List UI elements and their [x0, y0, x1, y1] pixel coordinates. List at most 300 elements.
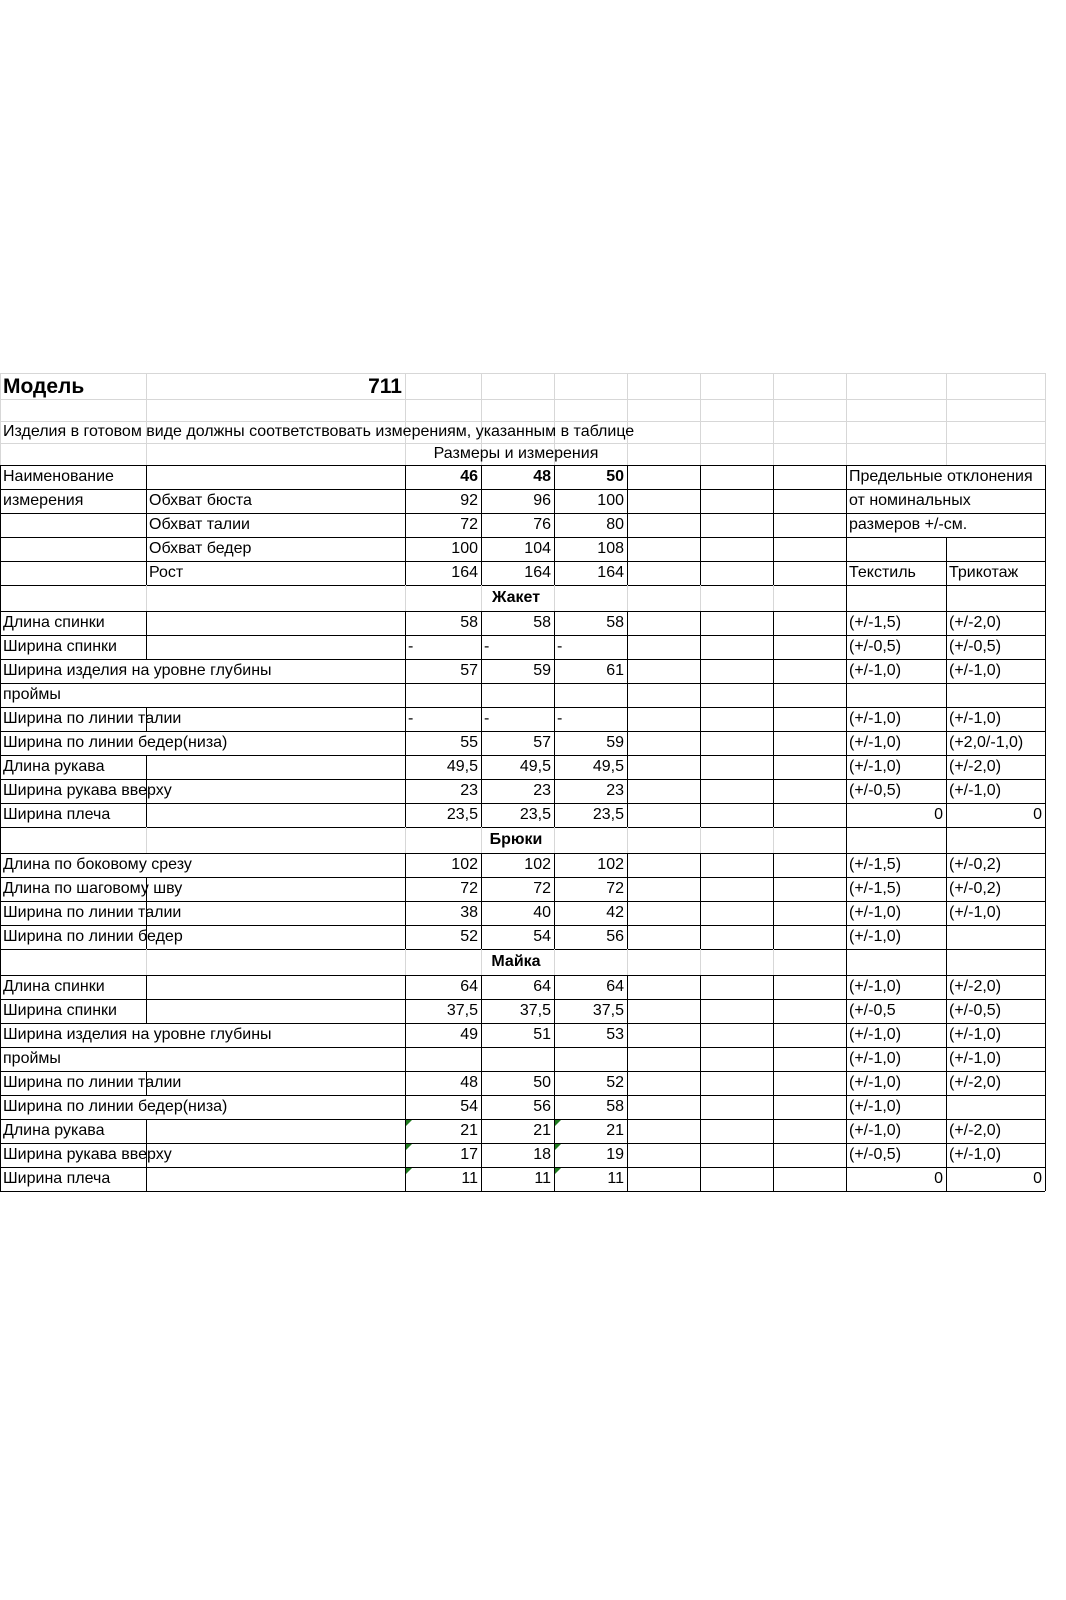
- column-border: [773, 683, 774, 707]
- column-border: [773, 465, 774, 489]
- measurement-value: 53: [606, 1026, 624, 1043]
- column-border: [627, 513, 628, 537]
- measurement-value: 21: [460, 1122, 478, 1139]
- column-border: [700, 513, 701, 537]
- column-border: [846, 537, 847, 561]
- body-measurement-value: 108: [597, 540, 624, 557]
- size-chart-sheet: [0, 373, 1066, 1225]
- gridline-vertical: [773, 949, 774, 975]
- tolerance-header: Предельные отклонения: [849, 468, 1033, 485]
- column-border: [627, 853, 628, 877]
- measurement-value: 48: [460, 1074, 478, 1091]
- column-border: [1045, 1023, 1046, 1047]
- measurement-name: Ширина рукава вверху: [3, 1146, 172, 1163]
- gridline-vertical: [846, 373, 847, 465]
- column-border: [773, 1119, 774, 1143]
- measurement-name: Ширина по линии талии: [3, 904, 182, 921]
- column-border: [627, 1143, 628, 1167]
- knit-tolerance: (+/-1,0): [949, 1146, 1002, 1163]
- column-border: [773, 1167, 774, 1191]
- gridline-vertical: [946, 373, 947, 465]
- column-border: [700, 755, 701, 779]
- measurement-value: 40: [533, 904, 551, 921]
- column-border: [773, 853, 774, 877]
- textile-tolerance: (+/-1,5): [849, 880, 902, 897]
- measurement-value: [554, 1047, 627, 1071]
- textile-tolerance: (+/-1,0): [849, 904, 902, 921]
- column-border: [1045, 827, 1046, 853]
- column-border: [1045, 1047, 1046, 1071]
- column-border: [0, 561, 1, 585]
- gridline-vertical: [1045, 373, 1046, 465]
- column-border: [773, 537, 774, 561]
- body-measurement-value: 104: [524, 540, 551, 557]
- column-border: [1045, 683, 1046, 707]
- measurement-name: Ширина изделия на уровне глубины: [3, 1026, 272, 1043]
- measurement-value: [554, 683, 627, 707]
- measurement-value: -: [408, 638, 414, 655]
- column-border: [773, 611, 774, 635]
- column-border: [773, 1143, 774, 1167]
- measurement-name: Ширина по линии талии: [3, 710, 182, 727]
- measurement-value: 18: [533, 1146, 551, 1163]
- measurement-value: [405, 683, 481, 707]
- measurement-value: 64: [533, 978, 551, 995]
- column-border: [627, 877, 628, 901]
- textile-tolerance: (+/-1,0): [849, 734, 902, 751]
- column-border: [0, 537, 1, 561]
- column-border: [700, 707, 701, 731]
- column-border: [1045, 1167, 1046, 1191]
- column-border: [1045, 659, 1046, 683]
- column-border: [846, 585, 847, 611]
- measurement-value: 58: [460, 614, 478, 631]
- column-border: [773, 755, 774, 779]
- measurement-name: Ширина рукава вверху: [3, 782, 172, 799]
- measurement-value: 37,5: [446, 1002, 478, 1019]
- measurement-value: 64: [606, 978, 624, 995]
- measurement-name: Ширина по линии бедер(низа): [3, 1098, 228, 1115]
- column-border: [773, 635, 774, 659]
- column-border: [773, 489, 774, 513]
- measurement-value: [481, 1047, 554, 1071]
- column-border: [773, 561, 774, 585]
- measurement-value: 23: [533, 782, 551, 799]
- measurement-value: -: [484, 638, 490, 655]
- column-border: [773, 803, 774, 827]
- textile-tolerance: (+/-1,0): [849, 1098, 902, 1115]
- textile-tolerance: 0: [934, 806, 943, 823]
- column-border: [627, 1119, 628, 1143]
- textile-tolerance: [846, 683, 946, 707]
- column-border: [773, 513, 774, 537]
- column-border: [627, 755, 628, 779]
- gridline-vertical: [627, 373, 628, 465]
- column-border: [1045, 975, 1046, 999]
- body-measurement-value: 164: [451, 564, 478, 581]
- column-border: [1045, 1071, 1046, 1095]
- column-border: [1045, 877, 1046, 901]
- column-border: [773, 975, 774, 999]
- column-border: [1045, 779, 1046, 803]
- measurement-value: 49,5: [592, 758, 624, 775]
- column-border: [773, 1071, 774, 1095]
- measurement-value: 17: [460, 1146, 478, 1163]
- number-as-text-marker: [555, 1168, 561, 1174]
- measurement-value: 58: [606, 1098, 624, 1115]
- column-border: [946, 949, 947, 975]
- knit-tolerance: (+2,0/-1,0): [949, 734, 1024, 751]
- number-as-text-marker: [406, 1144, 412, 1150]
- column-border: [627, 611, 628, 635]
- measurement-value: 49: [460, 1026, 478, 1043]
- gridline-vertical: [146, 827, 147, 853]
- knit-tolerance: (+/-2,0): [949, 978, 1002, 995]
- body-measurement-name: Обхват талии: [149, 516, 250, 533]
- measurement-value: [481, 683, 554, 707]
- textile-tolerance: (+/-1,0): [849, 758, 902, 775]
- column-border: [946, 585, 947, 611]
- measurement-value: -: [557, 710, 563, 727]
- knit-tolerance: (+/-1,0): [949, 662, 1002, 679]
- knit-tolerance: (+/-2,0): [949, 1122, 1002, 1139]
- model-label: Модель: [3, 374, 85, 398]
- measurement-value: 55: [460, 734, 478, 751]
- measurement-name: Длина спинки: [3, 614, 105, 631]
- textile-header: Текстиль: [849, 564, 916, 581]
- column-border: [700, 877, 701, 901]
- knit-tolerance: (+/-2,0): [949, 614, 1002, 631]
- measurement-value: 49,5: [446, 758, 478, 775]
- gridline-vertical: [700, 949, 701, 975]
- knit-tolerance: (+/-1,0): [949, 782, 1002, 799]
- measurement-value: 19: [606, 1146, 624, 1163]
- column-border: [1045, 925, 1046, 949]
- knit-tolerance: (+/-0,2): [949, 856, 1002, 873]
- knit-tolerance: (+/-0,2): [949, 880, 1002, 897]
- measurement-value: 49,5: [519, 758, 551, 775]
- column-border: [700, 1095, 701, 1119]
- body-measurement-value: 72: [460, 516, 478, 533]
- section-title: Жакет: [491, 589, 541, 606]
- column-border: [700, 1047, 701, 1071]
- gridline-vertical: [627, 949, 628, 975]
- column-border: [773, 731, 774, 755]
- measurement-value: -: [557, 638, 563, 655]
- column-border: [700, 731, 701, 755]
- column-border: [1045, 561, 1046, 585]
- column-border: [1045, 489, 1046, 513]
- column-border: [627, 1167, 628, 1191]
- textile-tolerance: (+/-1,5): [849, 614, 902, 631]
- measurement-name: Длина спинки: [3, 978, 105, 995]
- column-border: [1045, 611, 1046, 635]
- column-border: [700, 853, 701, 877]
- table-note: Изделия в готовом виде должны соответствовать измерениям, указанным в таблице: [3, 423, 635, 440]
- textile-tolerance: (+/-1,0): [849, 1050, 902, 1067]
- measurement-value: 56: [533, 1098, 551, 1115]
- column-border: [946, 537, 947, 561]
- gridline-vertical: [700, 373, 701, 465]
- column-border: [773, 925, 774, 949]
- measurement-name: Ширина спинки: [3, 1002, 117, 1019]
- body-measurement-name: Обхват бюста: [149, 492, 252, 509]
- column-border: [1045, 635, 1046, 659]
- column-border: [700, 1023, 701, 1047]
- gridline-vertical: [700, 827, 701, 853]
- size-header-46: 46: [460, 468, 478, 485]
- column-border: [1045, 755, 1046, 779]
- measurement-name: проймы: [3, 686, 61, 703]
- column-border: [627, 659, 628, 683]
- textile-tolerance: (+/-0,5: [849, 1002, 896, 1019]
- textile-tolerance: (+/-1,0): [849, 1122, 902, 1139]
- number-as-text-marker: [406, 1168, 412, 1174]
- knit-tolerance: 0: [1033, 1170, 1042, 1187]
- column-border: [700, 999, 701, 1023]
- measurement-value: 57: [533, 734, 551, 751]
- column-border: [846, 827, 847, 853]
- column-border: [627, 1023, 628, 1047]
- column-border: [700, 683, 701, 707]
- column-border: [1045, 803, 1046, 827]
- measurement-value: 54: [533, 928, 551, 945]
- column-border: [627, 1095, 628, 1119]
- textile-tolerance: (+/-1,0): [849, 710, 902, 727]
- knit-tolerance: (+/-1,0): [949, 904, 1002, 921]
- column-border: [700, 975, 701, 999]
- column-border: [1045, 537, 1046, 561]
- measurement-value: 64: [460, 978, 478, 995]
- column-border: [627, 465, 628, 489]
- measurement-value: 23,5: [446, 806, 478, 823]
- measurement-value: 11: [461, 1170, 478, 1187]
- gridline-vertical: [773, 585, 774, 611]
- sizes-header: Размеры и измерения: [433, 445, 599, 462]
- column-border: [700, 465, 701, 489]
- knit-header: Трикотаж: [949, 564, 1019, 581]
- column-border: [627, 489, 628, 513]
- measurement-value: 51: [533, 1026, 551, 1043]
- measurement-value: 72: [606, 880, 624, 897]
- measurement-value: [405, 1047, 481, 1071]
- column-border: [1045, 1143, 1046, 1167]
- column-border: [627, 999, 628, 1023]
- measurement-value: 102: [451, 856, 478, 873]
- measurement-value: 59: [606, 734, 624, 751]
- column-border: [773, 659, 774, 683]
- measurement-value: 42: [606, 904, 624, 921]
- model-number: 711: [368, 374, 402, 398]
- textile-tolerance: (+/-1,0): [849, 978, 902, 995]
- column-border: [627, 537, 628, 561]
- measurement-value: 102: [597, 856, 624, 873]
- measurement-value: 72: [533, 880, 551, 897]
- knit-tolerance: 0: [1033, 806, 1042, 823]
- gridline-vertical: [146, 585, 147, 611]
- body-measurement-value: 164: [524, 564, 551, 581]
- column-border: [627, 683, 628, 707]
- textile-tolerance: (+/-1,0): [849, 1074, 902, 1091]
- column-border: [627, 925, 628, 949]
- measurement-value: 50: [533, 1074, 551, 1091]
- textile-tolerance: (+/-0,5): [849, 782, 902, 799]
- body-measurement-value: 92: [460, 492, 478, 509]
- column-border: [627, 707, 628, 731]
- knit-tolerance: (+/-0,5): [949, 638, 1002, 655]
- size-header-50: 50: [606, 468, 624, 485]
- column-border: [773, 901, 774, 925]
- column-border: [627, 901, 628, 925]
- column-border: [627, 1071, 628, 1095]
- measurement-value: 37,5: [519, 1002, 551, 1019]
- measurement-value: 11: [534, 1170, 551, 1187]
- section-title: Майка: [491, 953, 541, 970]
- knit-tolerance: (+/-2,0): [949, 1074, 1002, 1091]
- gridline-vertical: [773, 827, 774, 853]
- gridline-horizontal: [0, 399, 1045, 400]
- measurement-value: 102: [524, 856, 551, 873]
- name-header: Наименование: [3, 468, 114, 485]
- measurement-value: 21: [533, 1122, 551, 1139]
- measurement-value: 37,5: [592, 1002, 624, 1019]
- measurement-name: Ширина плеча: [3, 806, 111, 823]
- section-title: Брюки: [489, 831, 543, 848]
- measurement-value: 23,5: [592, 806, 624, 823]
- textile-tolerance: (+/-0,5): [849, 638, 902, 655]
- body-measurement-value: 76: [533, 516, 551, 533]
- textile-tolerance: (+/-0,5): [849, 1146, 902, 1163]
- column-border: [700, 1143, 701, 1167]
- measurement-name: проймы: [3, 1050, 61, 1067]
- column-border: [700, 901, 701, 925]
- knit-tolerance: [946, 683, 1045, 707]
- knit-tolerance: [946, 925, 1045, 949]
- knit-tolerance: (+/-1,0): [949, 710, 1002, 727]
- column-border: [773, 1095, 774, 1119]
- gridline-vertical: [773, 373, 774, 465]
- body-measurement-value: 96: [533, 492, 551, 509]
- column-border: [627, 803, 628, 827]
- body-measurement-name: Обхват бедер: [149, 540, 252, 557]
- column-border: [773, 707, 774, 731]
- measurement-value: 56: [606, 928, 624, 945]
- measurement-value: 23,5: [519, 806, 551, 823]
- measurement-value: -: [484, 710, 490, 727]
- column-border: [1045, 707, 1046, 731]
- column-border: [773, 877, 774, 901]
- knit-tolerance: [946, 1095, 1045, 1119]
- column-border: [0, 585, 1, 611]
- column-border: [700, 635, 701, 659]
- column-border: [146, 465, 147, 489]
- gridline-vertical: [627, 585, 628, 611]
- textile-tolerance: (+/-1,0): [849, 662, 902, 679]
- tolerance-header-cont: размеров +/-см.: [849, 516, 968, 533]
- measurement-name: Ширина по линии бедер: [3, 928, 183, 945]
- column-border: [627, 731, 628, 755]
- measurement-value: 21: [606, 1122, 624, 1139]
- column-border: [0, 827, 1, 853]
- column-border: [700, 611, 701, 635]
- column-border: [700, 925, 701, 949]
- measurement-value: 52: [606, 1074, 624, 1091]
- column-border: [773, 999, 774, 1023]
- number-as-text-marker: [555, 1144, 561, 1150]
- measurement-name: Ширина изделия на уровне глубины: [3, 662, 272, 679]
- column-border: [700, 659, 701, 683]
- measurement-value: 57: [460, 662, 478, 679]
- column-border: [0, 513, 1, 537]
- column-border: [1045, 853, 1046, 877]
- column-border: [773, 779, 774, 803]
- textile-tolerance: (+/-1,0): [849, 1026, 902, 1043]
- column-border: [700, 1071, 701, 1095]
- measurement-value: 58: [606, 614, 624, 631]
- name-header-cont: измерения: [3, 492, 84, 509]
- column-border: [1045, 901, 1046, 925]
- gridline-vertical: [700, 585, 701, 611]
- column-border: [773, 1047, 774, 1071]
- measurement-name: Ширина плеча: [3, 1170, 111, 1187]
- column-border: [1045, 513, 1046, 537]
- measurement-value: 54: [460, 1098, 478, 1115]
- column-border: [627, 635, 628, 659]
- column-border: [1045, 949, 1046, 975]
- column-border: [1045, 731, 1046, 755]
- column-border: [700, 1119, 701, 1143]
- column-border: [627, 1047, 628, 1071]
- measurement-value: 61: [606, 662, 624, 679]
- measurement-name: Ширина спинки: [3, 638, 117, 655]
- column-border: [627, 779, 628, 803]
- column-border: [1045, 1119, 1046, 1143]
- column-border: [700, 537, 701, 561]
- measurement-name: Длина по шаговому шву: [3, 880, 183, 897]
- measurement-name: Длина рукава: [3, 1122, 105, 1139]
- size-header-48: 48: [533, 468, 551, 485]
- knit-tolerance: (+/-1,0): [949, 1026, 1002, 1043]
- row-border: [0, 1191, 1045, 1192]
- body-measurement-value: 80: [606, 516, 624, 533]
- body-measurement-value: 164: [597, 564, 624, 581]
- measurement-name: Длина рукава: [3, 758, 105, 775]
- measurement-value: 23: [460, 782, 478, 799]
- column-border: [627, 975, 628, 999]
- measurement-value: 11: [607, 1170, 624, 1187]
- measurement-name: Ширина по линии талии: [3, 1074, 182, 1091]
- gridline-vertical: [627, 827, 628, 853]
- measurement-value: -: [408, 710, 414, 727]
- number-as-text-marker: [555, 1120, 561, 1126]
- column-border: [700, 1167, 701, 1191]
- tolerance-header-cont: от номинальных: [849, 492, 971, 509]
- knit-tolerance: (+/-2,0): [949, 758, 1002, 775]
- column-border: [1045, 465, 1046, 489]
- body-measurement-name: Рост: [149, 564, 184, 581]
- measurement-value: 38: [460, 904, 478, 921]
- number-as-text-marker: [406, 1120, 412, 1126]
- measurement-name: Длина по боковому срезу: [3, 856, 192, 873]
- column-border: [1045, 999, 1046, 1023]
- column-border: [700, 489, 701, 513]
- column-border: [700, 779, 701, 803]
- column-border: [773, 1023, 774, 1047]
- knit-tolerance: (+/-0,5): [949, 1002, 1002, 1019]
- column-border: [0, 949, 1, 975]
- textile-tolerance: (+/-1,0): [849, 928, 902, 945]
- measurement-value: 23: [606, 782, 624, 799]
